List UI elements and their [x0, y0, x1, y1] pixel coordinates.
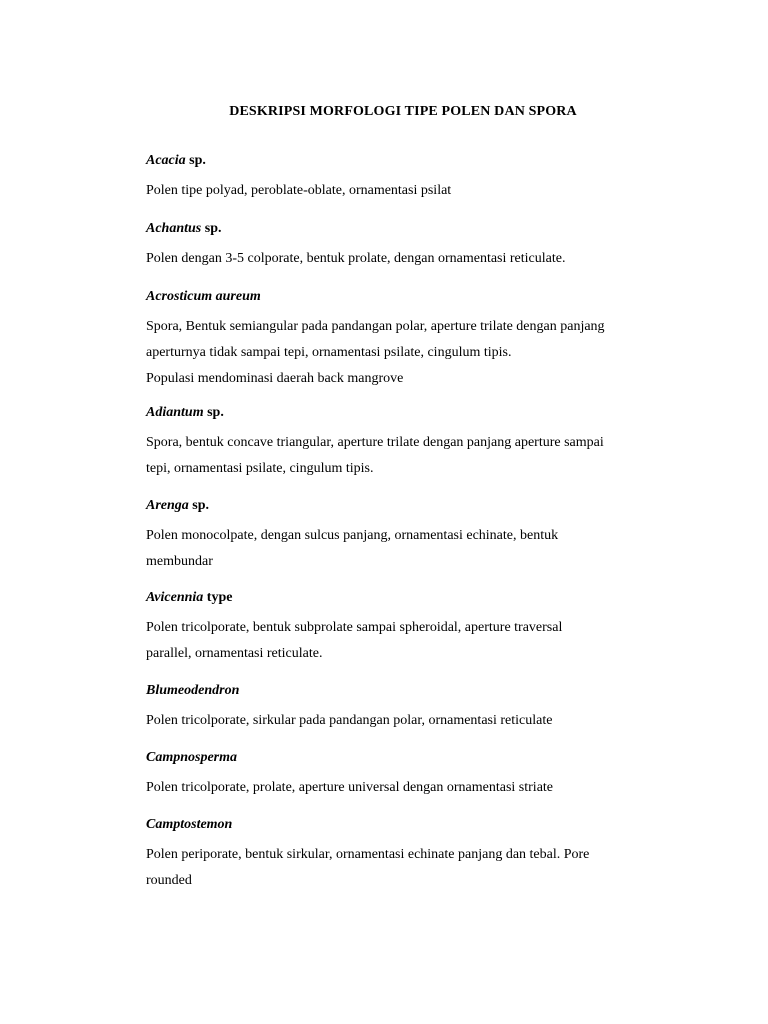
genus-name: Camptostemon [146, 817, 233, 832]
entry-heading [146, 220, 666, 238]
genus-suffix: sp. [188, 498, 210, 513]
description-line: parallel, ornamentasi reticulate. [146, 646, 323, 661]
entry-acacia [146, 152, 666, 204]
description-line: rounded [146, 873, 192, 888]
entry-heading [146, 152, 666, 170]
genus-name: Blumeodendron [146, 683, 240, 698]
description-line: Polen monocolpate, dengan sulcus panjang, ornamentasi echinate, bentuk [146, 528, 559, 543]
entry-description [146, 430, 666, 482]
entry-heading [146, 404, 666, 422]
description-line: membundar [146, 554, 213, 569]
entry-heading [146, 816, 666, 834]
entry-description [146, 775, 666, 801]
entry-acrosticum-aureum [146, 288, 666, 392]
description-line: Spora, Bentuk semiangular pada pandangan polar, aperture trilate dengan panjang [146, 319, 605, 334]
entry-heading [146, 589, 666, 607]
description-line: Spora, bentuk concave triangular, aperture trilate dengan panjang aperture sampai [146, 435, 604, 450]
entry-avicennia [146, 589, 666, 667]
entry-achantus [146, 220, 666, 272]
entry-heading [146, 682, 666, 700]
entry-description [146, 246, 666, 272]
genus-name: Avicennia [146, 590, 204, 605]
genus-suffix: type [203, 590, 233, 605]
genus-suffix: sp. [203, 405, 224, 420]
entry-description [146, 615, 666, 667]
genus-suffix: sp. [185, 153, 206, 168]
entry-description [146, 708, 666, 734]
genus-name: Campnosperma [146, 750, 238, 765]
description-line: Polen tipe polyad, peroblate-oblate, ornamentasi psilat [146, 183, 452, 198]
genus-name: Achantus [146, 221, 202, 236]
genus-name: Adiantum [146, 405, 204, 420]
genus-name: Acrosticum aureum [146, 289, 261, 304]
description-line: Polen periporate, bentuk sirkular, ornamentasi echinate panjang dan tebal. Pore [146, 847, 590, 862]
document-title: DESKRIPSI MORFOLOGI TIPE POLEN DAN SPORA [229, 104, 577, 119]
entry-adiantum [146, 404, 666, 482]
entry-campnosperma [146, 749, 666, 801]
entry-camptostemon [146, 816, 666, 894]
description-line: Polen tricolporate, prolate, aperture universal dengan ornamentasi striate [146, 780, 554, 795]
description-line: Polen tricolporate, sirkular pada pandangan polar, ornamentasi reticulate [146, 713, 553, 728]
description-line: aperturnya tidak sampai tepi, ornamentasi psilate, cingulum tipis. [146, 345, 512, 360]
description-line: Polen dengan 3-5 colporate, bentuk prolate, dengan ornamentasi reticulate. [146, 251, 566, 266]
entry-description [146, 178, 666, 204]
entry-arenga [146, 497, 666, 575]
entry-blumeodendron [146, 682, 666, 734]
description-line: tepi, ornamentasi psilate, cingulum tipis. [146, 461, 374, 476]
entry-description [146, 523, 666, 575]
description-line: Populasi mendominasi daerah back mangrove [146, 371, 404, 386]
entry-heading [146, 288, 666, 306]
genus-name: Arenga [146, 498, 189, 513]
entry-heading [146, 497, 666, 515]
entry-description [146, 842, 666, 894]
genus-suffix: sp. [201, 221, 222, 236]
description-line: Polen tricolporate, bentuk subprolate sampai spheroidal, aperture traversal [146, 620, 563, 635]
entry-heading [146, 749, 666, 767]
genus-name: Acacia [146, 153, 186, 168]
entry-description [146, 314, 666, 392]
